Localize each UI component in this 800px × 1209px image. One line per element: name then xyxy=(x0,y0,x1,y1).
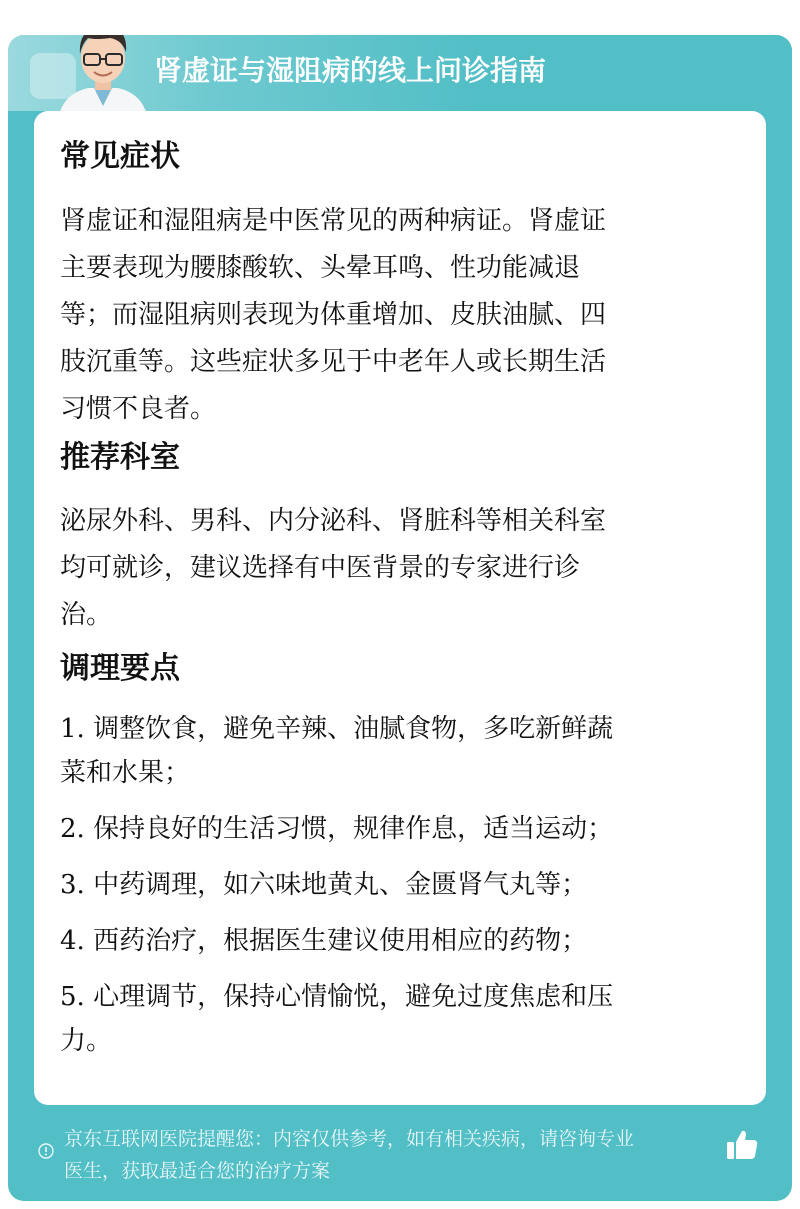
item-text: 中药调理，如六味地黄丸、金匮肾气丸等； xyxy=(93,870,588,900)
page-title: 肾虚证与湿阻病的线上问诊指南 xyxy=(154,54,547,87)
thumbs-up-icon[interactable] xyxy=(724,1127,760,1163)
section-title-departments: 推荐科室 xyxy=(60,440,180,475)
section-body-symptoms xyxy=(60,198,606,433)
list-item xyxy=(60,807,740,851)
paragraph-line: 等；而湿阻病则表现为体重增加、皮肤油腻、四 xyxy=(60,300,607,330)
paragraph-line: 泌尿外科、男科、内分泌科、肾脏科等相关科室 xyxy=(60,506,607,536)
item-number: 2. xyxy=(60,814,85,844)
list-item xyxy=(60,919,740,963)
item-number: 5. xyxy=(60,982,85,1012)
disclaimer-line: 京东互联网医院提醒您：内容仅供参考，如有相关疾病，请咨询专业 xyxy=(64,1128,635,1150)
paragraph-line: 主要表现为腰膝酸软、头晕耳鸣、性功能减退 xyxy=(60,253,581,283)
list-item xyxy=(60,707,740,795)
guide-card xyxy=(8,35,792,1201)
doctor-avatar-icon xyxy=(48,35,158,120)
paragraph-line: 治。 xyxy=(60,600,113,630)
item-text: 菜和水果； xyxy=(60,758,191,788)
paragraph-line: 肾虚证和湿阻病是中医常见的两种病证。肾虚证 xyxy=(60,206,607,236)
paragraph-line: 习惯不良者。 xyxy=(60,394,217,424)
paragraph-line: 肢沉重等。这些症状多见于中老年人或长期生活 xyxy=(60,347,607,377)
item-text: 西药治疗，根据医生建议使用相应的药物； xyxy=(93,926,588,956)
item-text: 心理调节，保持心情愉悦，避免过度焦虑和压 xyxy=(93,982,614,1012)
content-panel xyxy=(34,111,766,1105)
item-number: 1. xyxy=(60,714,85,744)
item-number: 4. xyxy=(60,926,85,956)
section-title-symptoms: 常见症状 xyxy=(60,139,180,174)
list-item xyxy=(60,863,740,907)
item-number: 3. xyxy=(60,870,85,900)
disclaimer-line: 医生，获取最适合您的治疗方案 xyxy=(64,1160,331,1182)
item-text: 保持良好的生活习惯，规律作息，适当运动； xyxy=(93,814,614,844)
list-item xyxy=(60,975,740,1063)
item-text: 调整饮食，避免辛辣、油腻食物，多吃新鲜蔬 xyxy=(93,714,614,744)
care-list xyxy=(60,707,740,1075)
info-icon xyxy=(38,1143,54,1159)
paragraph-line: 均可就诊，建议选择有中医背景的专家进行诊 xyxy=(60,553,581,583)
disclaimer-footer xyxy=(34,1123,734,1187)
section-title-care: 调理要点 xyxy=(60,651,180,686)
section-body-departments xyxy=(60,498,606,639)
item-text: 力。 xyxy=(60,1026,113,1056)
